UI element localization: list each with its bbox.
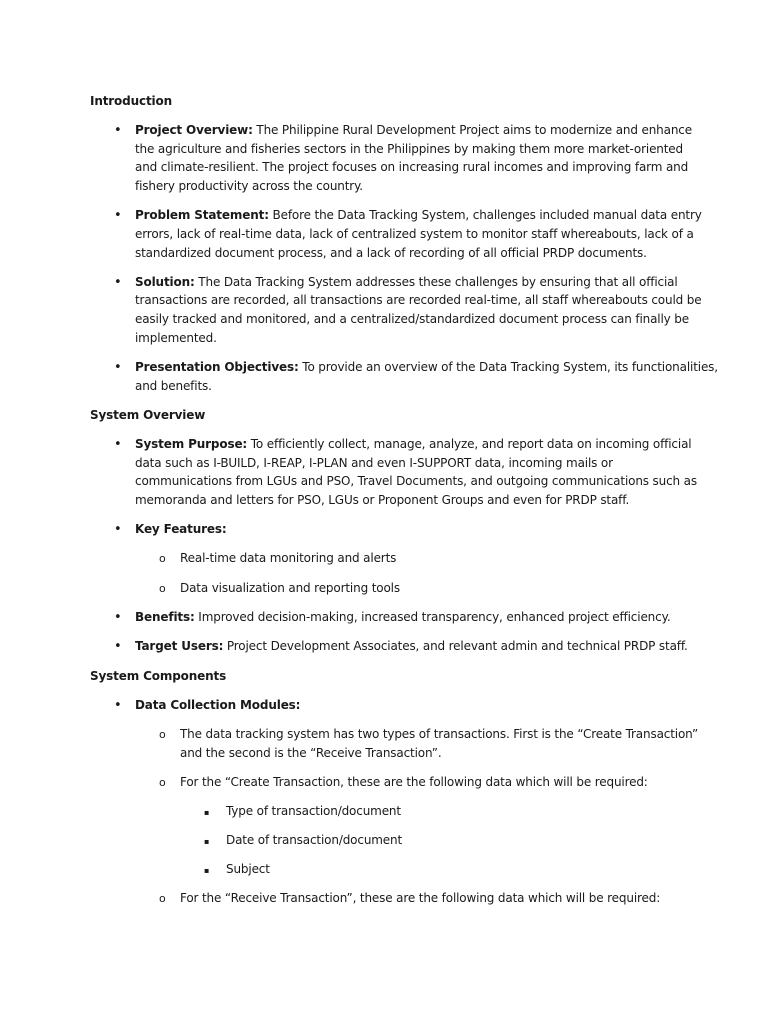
problem-statement-line-3: standardized document process, and a lack of recording of all official PRDP documents.	[135, 246, 647, 260]
create-field-item: Date of transaction/document	[226, 833, 403, 847]
benefits-label: Benefits:	[135, 610, 195, 624]
key-feature-item: Data visualization and reporting tools	[180, 581, 400, 595]
sub-bullet-marker: o	[159, 728, 166, 741]
project-overview-label: Project Overview:	[135, 123, 253, 137]
solution-line-4: implemented.	[135, 331, 217, 345]
bullet-marker: •	[114, 123, 122, 138]
presentation-objectives-line-2: and benefits.	[135, 379, 212, 393]
bullet-marker: •	[114, 522, 122, 537]
key-features-label: Key Features:	[135, 522, 227, 536]
project-overview-line-1: Project Overview: The Philippine Rural Development Project aims to modernize and enhance	[135, 123, 692, 137]
solution-line-2: transactions are recorded, all transactions are recorded real-time, all staff whereabouts could be	[135, 293, 702, 307]
problem-statement-line-2: errors, lack of real-time data, lack of centralized system to monitor staff whereabouts, lack of a	[135, 227, 694, 241]
target-users-line: Target Users: Project Development Associates, and relevant admin and technical PRDP staff.	[135, 639, 688, 653]
system-purpose-line-4: memoranda and letters for PSO, LGUs or Proponent Groups and even for PRDP staff.	[135, 493, 630, 507]
bullet-marker: •	[114, 437, 122, 452]
section-heading-system-overview: System Overview	[90, 408, 206, 422]
project-overview-line-2: the agriculture and fisheries sectors in the Philippines by making them more market-oriented	[135, 142, 684, 156]
transaction-types-line-2: and the second is the “Receive Transaction”.	[180, 746, 442, 760]
system-purpose-label: System Purpose:	[135, 437, 248, 451]
system-purpose-line-2: data such as I-BUILD, I-REAP, I-PLAN and even I-SUPPORT data, incoming mails or	[135, 456, 613, 470]
create-field-item: Type of transaction/document	[226, 804, 401, 818]
create-field-item: Subject	[226, 862, 270, 876]
transaction-types-line-1: The data tracking system has two types of transactions. First is the “Create Transaction”	[180, 727, 699, 741]
key-feature-item: Real-time data monitoring and alerts	[180, 551, 397, 565]
sub-bullet-marker: o	[159, 892, 166, 905]
sub-sub-bullet-marker: ▪	[204, 837, 210, 846]
bullet-marker: •	[114, 610, 122, 625]
sub-bullet-marker: o	[159, 582, 166, 595]
benefits-line: Benefits: Improved decision-making, increased transparency, enhanced project efficiency.	[135, 610, 671, 624]
receive-transaction-line: For the “Receive Transaction”, these are the following data which will be required:	[180, 891, 661, 905]
sub-bullet-marker: o	[159, 552, 166, 565]
section-heading-system-components: System Components	[90, 669, 227, 683]
bullet-marker: •	[114, 208, 122, 223]
sub-sub-bullet-marker: ▪	[204, 866, 210, 875]
bullet-marker: •	[114, 360, 122, 375]
sub-sub-bullet-marker: ▪	[204, 808, 210, 817]
project-overview-line-3: and climate-resilient. The project focuses on increasing rural incomes and improving farm and	[135, 160, 689, 174]
project-overview-line-4: fishery productivity across the country.	[135, 179, 363, 193]
solution-label: Solution:	[135, 275, 195, 289]
system-purpose-line-1: System Purpose: To efficiently collect, manage, analyze, and report data on incoming official	[135, 437, 692, 451]
data-collection-modules-label: Data Collection Modules:	[135, 698, 301, 712]
target-users-label: Target Users:	[135, 639, 224, 653]
bullet-marker: •	[114, 275, 122, 290]
problem-statement-line-1: Problem Statement: Before the Data Tracking System, challenges included manual data entry	[135, 208, 702, 222]
solution-line-3: easily tracked and monitored, and a centralized/standardized document process can finally be	[135, 312, 689, 326]
presentation-objectives-label: Presentation Objectives:	[135, 360, 299, 374]
section-heading-introduction: Introduction	[90, 94, 172, 108]
sub-bullet-marker: o	[159, 776, 166, 789]
solution-line-1: Solution: The Data Tracking System addresses these challenges by ensuring that all official	[135, 275, 678, 289]
create-transaction-line: For the “Create Transaction, these are the following data which will be required:	[180, 775, 648, 789]
problem-statement-label: Problem Statement:	[135, 208, 269, 222]
system-purpose-line-3: communications from LGUs and PSO, Travel Documents, and outgoing communications such as	[135, 474, 697, 488]
bullet-marker: •	[114, 698, 122, 713]
presentation-objectives-line-1: Presentation Objectives: To provide an overview of the Data Tracking System, its functionalities,	[135, 360, 718, 374]
bullet-marker: •	[114, 639, 122, 654]
